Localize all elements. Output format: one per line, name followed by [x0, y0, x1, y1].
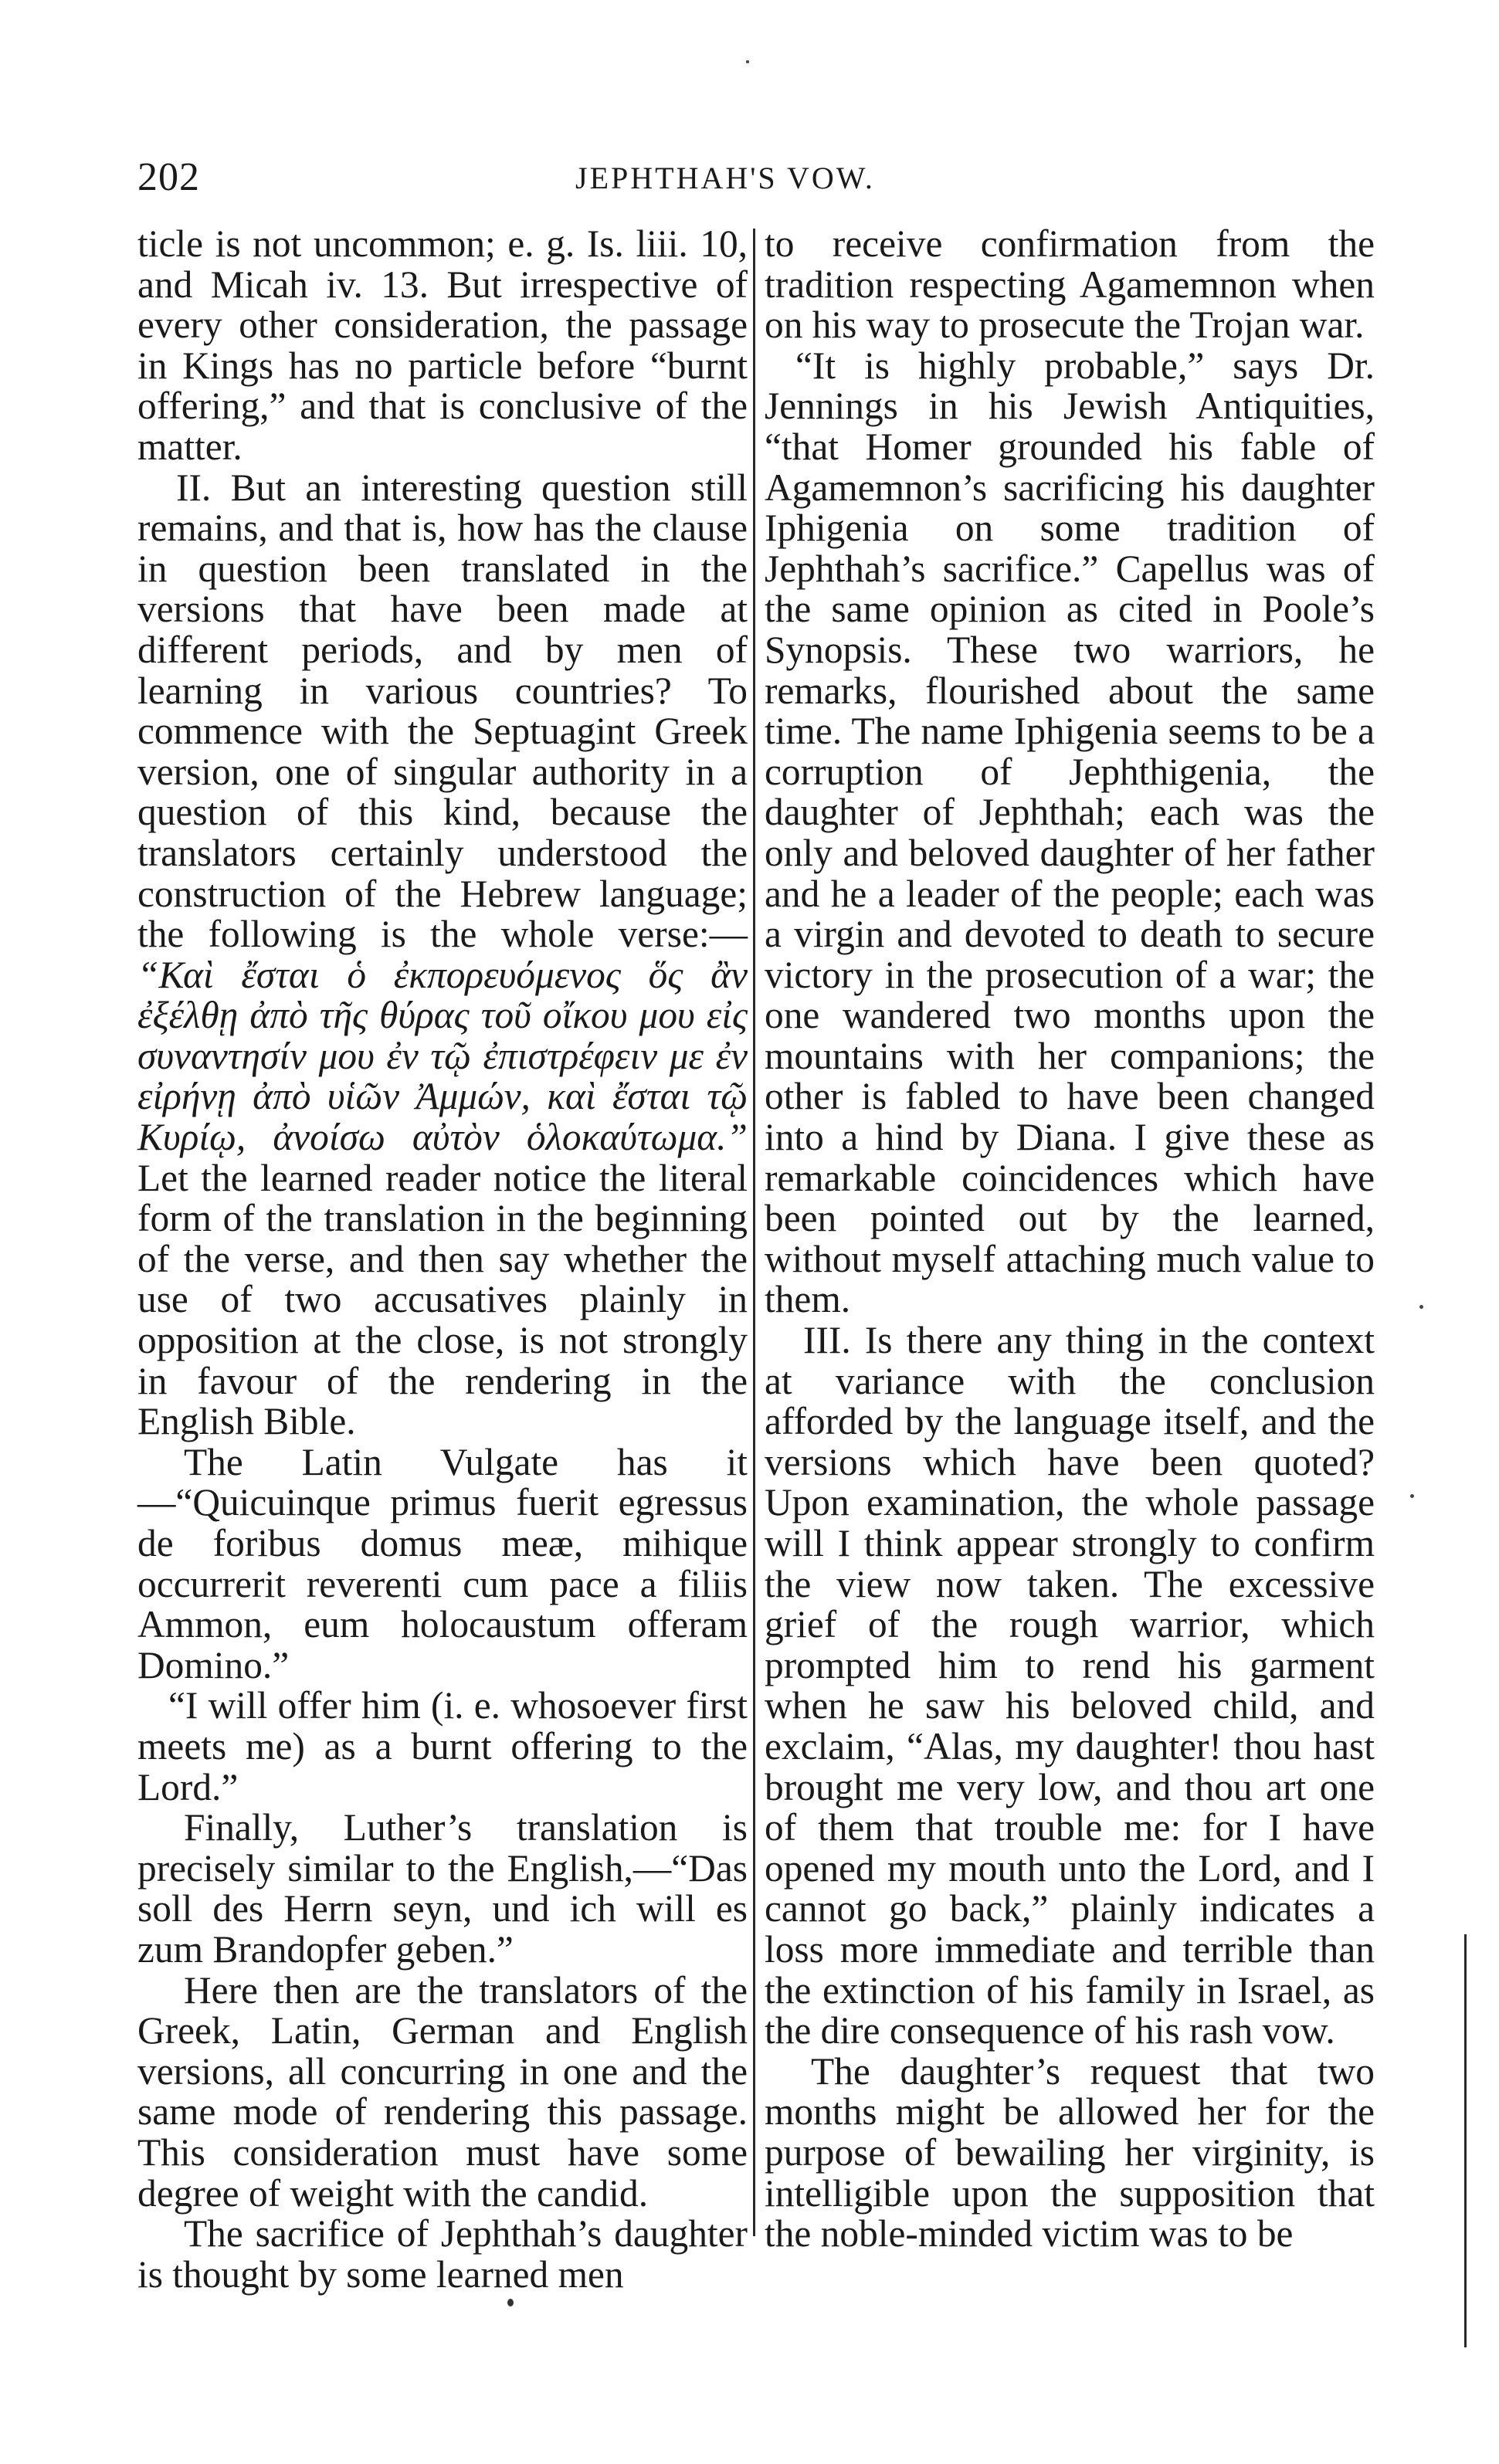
- paragraph: ticle is not uncommon; e. g. Is. liii. 10, and Micah iv. 13. But irrespective of every other consideration, the passage in Kings has no particle before “burnt offering,” and that is conclusive of the matter.: [137, 222, 748, 468]
- paragraph: Here then are the translators of the Greek, Latin, German and English versions, all concurring in one and the same mode of rendering this passage. This consideration must have some degree of weight with the candid.: [137, 1968, 748, 2215]
- paragraph: The Latin Vulgate has it—“Quicuinque primus fuerit egressus de foribus domus meæ, mihique occurrerit reverenti cum pace a filiis Ammon, eum holocaustum offeram Domino.”: [137, 1440, 748, 1686]
- page-number: 202: [137, 155, 200, 199]
- speck-mark: [746, 60, 749, 63]
- paragraph-text: But an interesting question still remains, and that is, how has the clause in question been translated in the versions that have been made at different periods, and by men of learning in various countries? To commence with the Septuagint Greek version, one of singular authority in a question of this kind, because the translators certainly understood the construction of the Hebrew language; the following is the whole verse:—: [137, 466, 748, 956]
- running-title: JEPHTHAH'S VOW.: [575, 161, 875, 195]
- paragraph: The daughter’s request that two months might be allowed her for the purpose of bewailing her virginity, is intelligible upon the supposition that the noble-minded victim was to be: [765, 2049, 1375, 2256]
- section-number: III.: [803, 1319, 851, 1362]
- left-column: [137, 224, 748, 2295]
- paragraph: The sacrifice of Jephthah’s daughter is thought by some learned men: [137, 2212, 748, 2296]
- section-paragraph: [137, 468, 748, 1442]
- right-column: [765, 224, 1375, 2255]
- speck-mark: [507, 2299, 514, 2306]
- paragraph: “I will offer him (i. e. whosoever first meets me) as a burnt offering to the Lord.”: [137, 1684, 748, 1808]
- section-paragraph: [765, 1320, 1375, 2052]
- speck-mark: [1419, 1305, 1423, 1309]
- paragraph-text: Is there any thing in the context at variance with the conclusion afforded by the language itself, and the versions which have been quoted? Upon examination, the whole passage will I think appear strongly to confirm the view now taken. The excessive grief of the rough warrior, which prompted him to rend his garment when he saw his beloved child, and exclaim, “Alas, my daughter! thou hast brought me very low, and thou art one of them that trouble me: for I have opened my mouth unto the Lord, and I cannot go back,” plainly indicates a loss more immediate and terrible than the extinction of his family in Israel, as the dire consequence of his rash vow.: [765, 1319, 1375, 2052]
- paragraph: to receive confirmation from the tradition respecting Agamemnon when on his way to prosecute the Trojan war.: [765, 222, 1375, 347]
- paragraph-text: Let the learned reader notice the literal form of the translation in the beginning of the verse, and then say whether the use of two accusatives plainly in opposition at the close, is not strongly in favour of the rendering in the English Bible.: [137, 1156, 748, 1443]
- margin-line: [1464, 1934, 1467, 2347]
- paragraph: “It is highly probable,” says Dr. Jennings in his Jewish Antiquities, “that Homer grounded his fable of Agamemnon’s sacrificing his daughter Iphigenia on some tradition of Jephthah’s sacrifice.” Capellus was of the same opinion as cited in Poole’s Synopsis. These two warriors, he remarks, flourished about the same time. The name Iphigenia seems to be a corruption of Jephthigenia, the daughter of Jephthah; each was the only and beloved daughter of her father and he a leader of the people; each was a virgin and devoted to death to secure victory in the prosecution of a war; the one wandered two months upon the mountains with her companions; the other is fabled to have been changed into a hind by Diana. I give these as remarkable coincidences which have been pointed out by the learned, without myself attaching much value to them.: [765, 344, 1375, 1321]
- section-number: II.: [176, 466, 212, 509]
- greek-quotation: “Καὶ ἔσται ὁ ἐκπορευόμενος ὅς ἂν ἐξέλθῃ ἀπὸ τῆς θύρας τοῦ οἴκου μου εἰς συναντησίν μου ἐν τῷ ἐπιστρέφειν με ἐν εἰρήνῃ ἀπὸ υἱῶν Ἀμμών, καὶ ἔσται τῷ Κυρίῳ, ἀνοίσω αὐτὸν ὁλοκαύτωμα.”: [137, 953, 748, 1159]
- paragraph: Finally, Luther’s translation is precisely similar to the English,—“Das soll des Herrn seyn, und ich will es zum Brandopfer geben.”: [137, 1806, 748, 1971]
- speck-mark: [1410, 1494, 1414, 1498]
- column-divider: [753, 229, 755, 2236]
